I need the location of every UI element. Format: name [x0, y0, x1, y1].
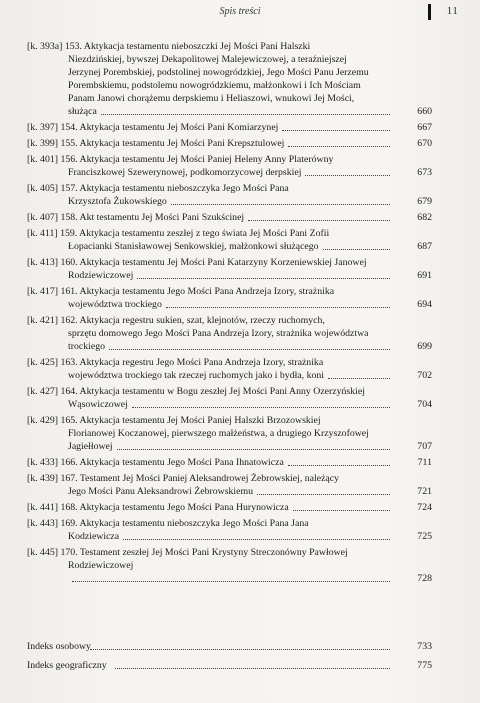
toc-entry — [0, 211, 480, 224]
toc-entry — [0, 121, 480, 134]
toc-entry-continuation: służąca — [0, 105, 434, 118]
leader-dots — [109, 348, 390, 350]
toc-entry-continuation: województwa trockiego tak rzeczej ruchomych jako i bydła, koni — [0, 369, 434, 382]
leader-dots — [248, 219, 390, 221]
toc-entry — [0, 137, 480, 150]
toc-entry — [0, 256, 480, 282]
toc-entry-page: 711 — [417, 457, 432, 468]
toc-entry-title: [k. 439] 167. Testament Jej Mości Paniej Aleksandrowej Żebrowskiej, należący — [27, 473, 340, 484]
toc-entry-page: 691 — [417, 270, 432, 281]
toc-entry-continuation: sprzętu domowego Jego Mości Pana Andrzeja Izory, strażnika województwa — [68, 328, 369, 339]
toc-entry-continuation — [0, 572, 434, 585]
toc-entry-page: 660 — [417, 106, 432, 117]
toc-entry-title: [k. 407] 158. Akt testamentu Jej Mości Pani Szukścinej — [0, 211, 434, 224]
toc-entry-title: [k. 421] 162. Aktykacja regestru sukien, szat, klejnotów, rzeczy ruchomych, — [27, 315, 325, 326]
toc-entry-title: [k. 425] 163. Aktykacja regestru Jego Mości Pana Andrzeja Izory, strażnika — [27, 357, 324, 368]
toc-entry — [0, 285, 480, 311]
toc-entry-title: [k. 441] 168. Aktykacja testamentu Jego Mości Pana Hurynowicza — [0, 501, 434, 514]
leader-dots — [293, 509, 390, 511]
toc-entry-page: 667 — [417, 122, 432, 133]
toc-entry — [0, 517, 480, 543]
toc-entry-continuation: Porembskiemu, podstolemu nowogródzkiemu, małżonkowi i Ich Mościam — [68, 80, 361, 91]
toc-entry — [0, 153, 480, 179]
toc-entry-page: 728 — [417, 573, 432, 584]
toc-entry-page: 679 — [417, 196, 432, 207]
toc-entry-title: [k. 427] 164. Aktykacja testamentu w Bogu zeszłej Jej Mości Pani Anny Ozerzyńskiej — [27, 386, 365, 397]
toc-entry-title: [k. 393a] 153. Aktykacja testamentu nieboszczki Jej Mości Pani Halszki — [27, 41, 311, 52]
index-label: Indeks geograficzny — [27, 660, 107, 671]
toc-entry-continuation: Franciszkowej Szewerynowej, podkomorzycowej derpskiej — [0, 166, 434, 179]
index-label: Indeks osobowy — [27, 641, 91, 652]
toc-entry-page: 725 — [417, 531, 432, 542]
toc-entry-page: 670 — [417, 138, 432, 149]
toc-entry — [0, 501, 480, 514]
toc-entry — [0, 314, 480, 353]
toc-entry-page: 699 — [417, 341, 432, 352]
leader-dots — [115, 667, 390, 669]
leader-dots — [72, 580, 390, 582]
index-page: 733 — [417, 641, 432, 652]
toc-entry-title: [k. 417] 161. Aktykacja testamentu Jego Mości Pana Andrzeja Izory, strażnika — [27, 286, 335, 297]
leader-dots — [288, 145, 390, 147]
toc-entry-continuation: Jerzynej Porembskiej, podstolinej nowogródzkiej, Jego Mości Panu Jerzemu — [68, 67, 369, 78]
leader-dots — [137, 277, 390, 279]
toc-entry-continuation: Łopacianki Stanisławowej Senkowskiej, małżonkowi służącego — [0, 240, 434, 253]
toc-entry-continuation: Krzysztofa Żukowskiego — [0, 195, 434, 208]
leader-dots — [288, 464, 390, 466]
leader-dots — [123, 538, 390, 540]
toc-entry-continuation: Florianowej Koczanowej, pierwszego małżeństwa, a drugiego Krzyszofowej — [68, 428, 369, 439]
toc-entry-page: 721 — [417, 486, 432, 497]
leader-dots — [323, 248, 390, 250]
toc-entry-title: [k. 397] 154. Aktykacja testamentu Jej Mości Pani Komiarzynej — [0, 121, 434, 134]
toc-entry-continuation: Jagiełłowej — [0, 440, 434, 453]
toc-entry-page: 707 — [417, 441, 432, 452]
toc-entry-continuation: trockiego — [0, 340, 434, 353]
table-of-contents — [0, 40, 480, 588]
toc-entry-title: [k. 413] 160. Aktykacja testamentu Jej Mości Pani Katarzyny Korzeniewskiej Janowej — [27, 257, 367, 268]
toc-entry — [0, 227, 480, 253]
toc-entry-continuation: Jego Mości Panu Aleksandrowi Żebrowskiemu — [0, 485, 434, 498]
toc-entry — [0, 456, 480, 469]
toc-entry — [0, 182, 480, 208]
leader-dots — [305, 174, 390, 176]
toc-entry — [0, 414, 480, 453]
toc-entry-title: [k. 445] 170. Testament zeszłej Jej Mości Pani Krystyny Streczonówny Pawłowej — [27, 547, 348, 558]
running-header: Spis treści — [219, 6, 261, 17]
toc-entry-page: 704 — [417, 399, 432, 410]
toc-entry-title: [k. 429] 165. Aktykacja testamentu Jej Mości Paniej Halszki Brzozowskiej — [27, 415, 321, 426]
toc-entry-continuation: Kodziewicza — [0, 530, 434, 543]
toc-entry — [0, 546, 480, 585]
toc-entry-title: [k. 401] 156. Aktykacja testamentu Jej Mości Paniej Heleny Anny Platerówny — [27, 154, 334, 165]
toc-entry-page: 687 — [417, 241, 432, 252]
leader-dots — [90, 648, 390, 650]
toc-entry-continuation: Panam Janowi chorążemu derpskiemu i Heliaszowi, wnukowi Jej Mości, — [68, 93, 355, 104]
toc-entry-continuation: Rodziewiczowej — [68, 560, 134, 571]
toc-entry-page: 673 — [417, 167, 432, 178]
toc-entry-continuation: Niezdzińskiej, bywszej Dekapolitowej Malejewiczowej, a teraźniejszej — [68, 54, 347, 65]
leader-dots — [132, 406, 390, 408]
leader-dots — [171, 203, 390, 205]
leader-dots — [117, 448, 390, 450]
toc-entry-continuation: województwa trockiego — [0, 298, 434, 311]
toc-entry-title: [k. 405] 157. Aktykacja testamentu nieboszczyka Jego Mości Pana — [27, 183, 289, 194]
toc-entry — [0, 472, 480, 498]
toc-entry-title: [k. 399] 155. Aktykacja testamentu Jej Mości Pani Krepsztulowej — [0, 137, 434, 150]
toc-entry-page: 724 — [417, 502, 432, 513]
toc-entry-continuation: Wąsowiczowej — [0, 398, 434, 411]
leader-dots — [166, 306, 390, 308]
toc-entry-continuation: Rodziewiczowej — [0, 269, 434, 282]
leader-dots — [101, 113, 390, 115]
leader-dots — [328, 377, 390, 379]
toc-entry — [0, 385, 480, 411]
toc-entry — [0, 40, 480, 118]
page-number: 11 — [447, 6, 459, 17]
leader-dots — [257, 493, 390, 495]
toc-entry-title: [k. 443] 169. Aktykacja testamentu nieboszczyka Jego Mości Pana Jana — [27, 518, 309, 529]
toc-entry-page: 682 — [417, 212, 432, 223]
index-entry-geography — [0, 659, 480, 672]
thumb-mark — [428, 4, 431, 20]
index-entry-persons — [0, 640, 480, 653]
leader-dots — [282, 129, 390, 131]
toc-entry-page: 694 — [417, 299, 432, 310]
toc-entry-page: 702 — [417, 370, 432, 381]
toc-entry-title: [k. 411] 159. Aktykacja testamentu zeszłej z tego świata Jej Mości Pani Zofii — [27, 228, 330, 239]
toc-entry — [0, 356, 480, 382]
toc-entry-title: [k. 433] 166. Aktykacja testamentu Jego Mości Pana Ihnatowicza — [0, 456, 434, 469]
index-page: 775 — [417, 660, 432, 671]
